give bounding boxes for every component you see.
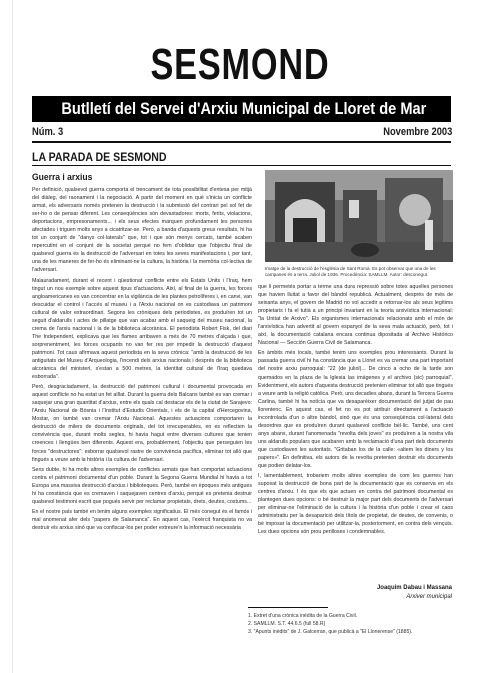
signature-role: Arxiver municipal <box>406 594 452 600</box>
paragraph: I, lamentablement, trobariem molts altres exemples de com les guerres han suposat la destrucció de bona part de la documentació que es conserva en els centres d'arxiu. I és que els que actuen en contra del patrimoni documental es plantegen dues opcions: o bé destruir la major part dels documents de l'adversari per eliminar-ne l'eliminació de la cultura i la història d'un poble i crear el caos administratiu per la desaparició dels títols de propietat, de deutes, de convenis, o bé imposar la documentació per utilitzar-la, posteriorment, en contra dels vençuts. Les dues opcions són prou perilloses i condemnables. <box>258 473 453 536</box>
article-column-right <box>258 283 453 538</box>
signature-name: Joaquim Dabau i Massana <box>376 585 452 591</box>
footnote: 2. SAMLLM. S.T. 44.6.5 (full 58.R) <box>248 621 326 627</box>
church-ruins-photo <box>265 170 453 262</box>
title-banner <box>32 96 451 122</box>
paragraph: Però, desgraciadament, la destrucció del patrimoni cultural i documental provocada en aquest conflicte no ha estat un fet aïllat. Durant la guerra dels Balcans també es van cremar i saquejar una gran quantitat d'arxius, entre els quals cal destacar els de la ciutat de Sarajevo: l'Arxiu Nacional de Bòsnia i l'Institut d'Estudis Orientals, i els de la capital d'Hercegovina, Mostar, on també van cremar l'Arxiu Nacional. Aquestes actuacions comportaren la destrucció de milers de documents originals, del tot irrecuperables, en es reflectien la convivència que, durant molts segles, hi havia hagut entre diverses cultures que tenien creences i llengües ben diferents. Aquest era, probablement, l'objectiu que perseguien les forces "destructores": esborrar qualsevol rastre de convivència pacífica, eliminar tot allò que fingués a veure amb la història i la cultura de l'adversari. <box>32 384 252 463</box>
paragraph: que li permetés portar a terme una dura repressió sobre totes aquelles persones que havien lluitat a favor del bàndol republicà. Actualment, després de més de seixanta anys, el govern de Madrid no vol accedir a retornar-los als seus legítims propietaris i fa el tutià a un principi invariant en la teoria arxivística internacional: "la Unitat de Arxivo". Els organismes internacionals relacionats amb el món de l'arxivística han advertit al govern espanyol de la seva mala actuació, però, tot i així, la documentació catalana encara continua dipositada al Archivo Histórico Nacional — Sección Guerra Civil de Salamanca. <box>258 284 453 347</box>
paragraph: Malauradament, durant el recent i qüestionat conflicte entre els Estats Units i l'Iraq, hem tingut un nou exemple sobre aquest tipus d'actuacions. Així, al final de la guerra, les forces angloamericanes es van concentrar en la vigilància de les plantes petrolíferes i, en canvi, van descuidar el control i l'accés al museu i a l'Arxiu nacional on es custodiava un patrimoni cultural de valor extraordinari. Segons les cròniques dels periodistes, es produïren tot un seguit d'aldarulls i actes de pillatge que van acabar amb el saqueig del museu nacional, la crema de l'arxiu nacional i la de la biblioteca alcorànica. El periodista Robert Fisk, del diari The Independent, explicava que les flames arribaven a més de 70 metres d'alçada i que, sorprenentment, les forces ocupants no van fer res per impedir la destrucció d'aquest patrimoni. Tot caus afirmava aquest periodista en la seva crònica: "amb la destrucció de les antiguitats del Museu d'Arqueologia, l'incendi dels arxius nacionals i després de la biblioteca alcorànica del ministeri, s'estan a 500 metres, la identitat cultural de l'Iraq quedava esborrada". <box>32 277 252 381</box>
header-rule <box>32 141 451 143</box>
paragraph: En el nostre país també en tenim alguns exemples significatius. El més conegut és el famós i mal anomenat afer dels "papers de Salamanca". En aquest cas, l'exèrcit franquista no va destruir els arxius sinó que va confiscar-los per poder extreure'n la informació necessària <box>32 508 252 531</box>
issue-number: Núm. 3 <box>32 126 64 138</box>
section-rule <box>32 165 451 166</box>
photo-caption: Imatge de la destrucció de l'església de Sant Romà. Es pot observar que una de les campanes és a terra. Juliol de 1936. Procedència: SAMLLM. Autor: desconegut. <box>265 266 436 277</box>
footnote: 1. Extret d'una crònica inèdita de la Guerra Civil. <box>248 613 358 619</box>
article-photo <box>265 170 453 262</box>
paragraph: En àmbits més locals, també tenim uns exemples prou interessants. Durant la passada guerra civil hi ha constància que a Lloret es va cremar una part important del nostre arxiu parroquial: "22 (de juliol)... De cinco a ocho de la tarde son quemados en la plaza de la Iglesia las imágenes y el archivo (sic) parroquial". Evidentment, els autors d'aquesta destrucció pretenien eliminar tot allò que tingués a veure amb la religió catòlica. Però, uns decadies abans, durant la Tercera Guerra Carlina, també hi ha notícia que va desaparèixer documentació del jutjat de pau llorentenc. En aquest cas, el fet no es pot atribuir directament a l'actuació incontrolada d'un o altre bàndol, sinó que és una conseqüència col·lateral dels desordres que es produïren durant qualsevol conflicte bèl·lic. També, uns cent anys abans, durant l'anomenada "revolta dels joves" es produïren a la nostra vila uns aldarulls populars que acabaren amb la reclamació d'una part dels documents que custodiaven les autoritats. "Gritaban los de la calle: «altem les diners y los papers»". En definitiva, els autors de la revolta pretenien destruir els documents que podien delatar-los. <box>258 350 453 470</box>
masthead-title: SESMOND <box>150 40 330 89</box>
page-edge <box>12 0 13 673</box>
paragraph: Sens dubte, hi ha molts altres exemples de conflictes armats que han comportat actuacions contra el patrimoni documental d'un poble. Durant la Segona Guerra Mundial hi havia a tot Europa una massiva destrucció d'arxius i biblioteques. Però, també en èpoques més antigues hi ha constància que es cremaven i saquejaven centres d'arxiu, perquè es pretenia destruir qualsevol testimoni escrit que pogués servir per reclamar propietats, drets, deutes, costums... <box>32 466 252 505</box>
section-title: LA PARADA DE SESMOND <box>32 150 167 164</box>
article-column-left <box>32 186 252 534</box>
article-heading: Guerra i arxius <box>32 172 93 183</box>
footnotes <box>248 612 453 636</box>
issue-date: Novembre 2003 <box>382 126 452 138</box>
footnote: 3. "Apunts inèdits" de J. Galcerran, que publicà a "El Llonerense" (1885). <box>248 629 413 635</box>
paragraph: Per definició, qualsevol guerra comporta el trencament de tota possibilitat d'entesa per mitjà del diàleg, del raonament i la negociació. A partir del moment en què s'inicia un conflicte armat, els adversaris només pretenen la destrucció i la submissió del contrari pel sol fet de ser-ho o de pensar diferent. Les conseqüències són devastadores: morts, ferits, violacions, deportacions, empresonaments... i els seus efectes marquen profundament les persones afectades i triguen molts anys a cicatritzar-se. Però, a banda d'aquests greus resultats, hi ha tot un conjunt de "danys col·laterals" que, tot i que són menys cercats, també acaben repercutint en el conjunt de la societat perquè no fem d'oblidar que l'objectiu final de qualsevol guerra és la destrucció de l'adversari en totes les seves manifestacions i, per tant, una de les maneres de fer-ho és eliminant-ne la cultura, la història i la memòria col·lectiva de l'adversari. <box>32 187 252 274</box>
banner-text: Butlletí del Servei d'Arxiu Municipal de Lloret de Mar <box>61 99 427 118</box>
footnote-rule <box>248 607 328 608</box>
